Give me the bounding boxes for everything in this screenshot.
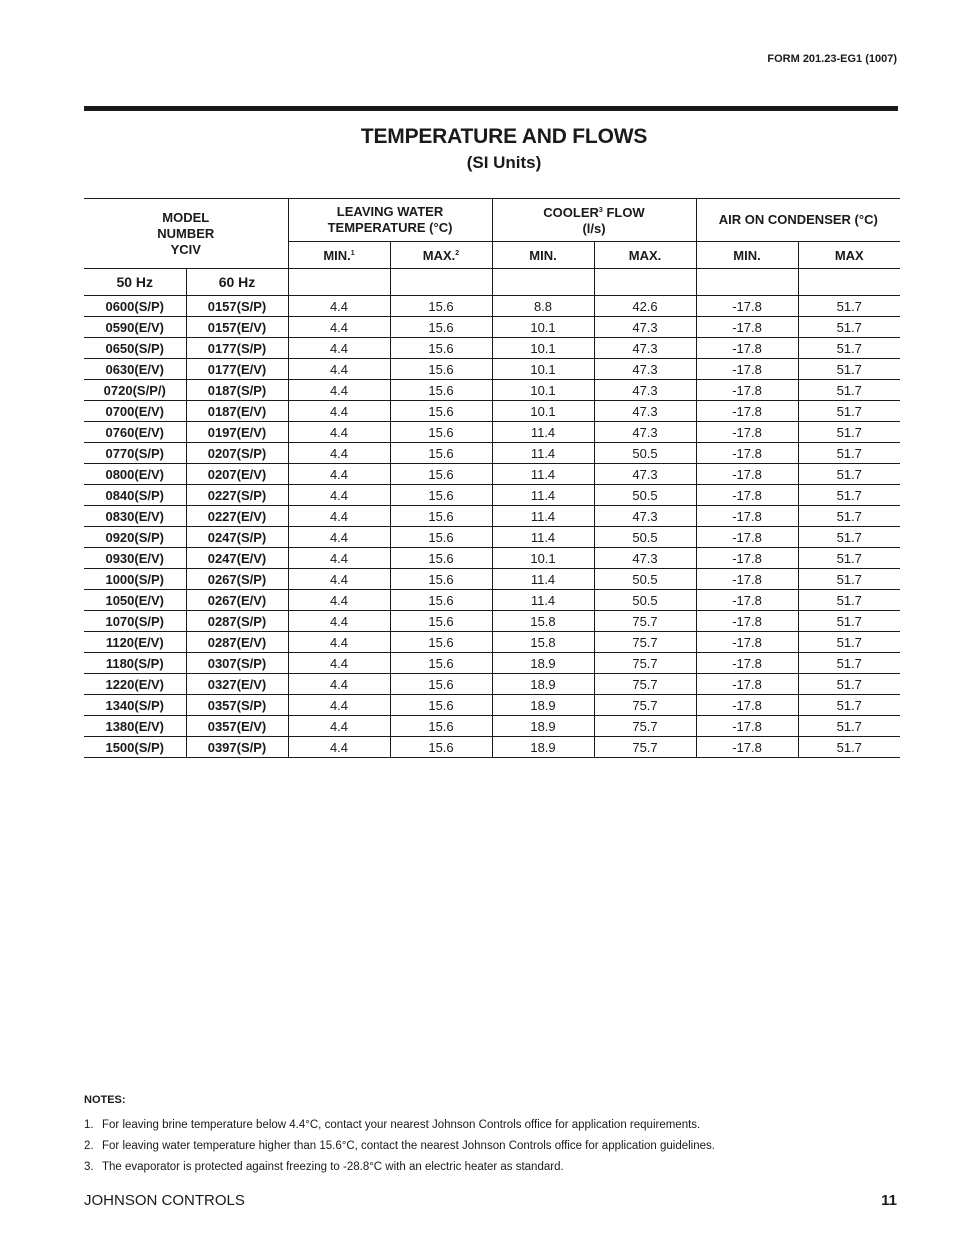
table-row (84, 359, 900, 380)
lwt-min-cell: 4.4 (288, 611, 390, 632)
page-number: 11 (881, 1192, 897, 1209)
leaving-water-header (288, 199, 492, 242)
flow-min-cell: 18.9 (492, 695, 594, 716)
hz50-header: 50 Hz (84, 269, 186, 296)
lwt-max-cell: 15.6 (390, 380, 492, 401)
model-60hz-cell: 0187(S/P) (186, 380, 288, 401)
table-row (84, 464, 900, 485)
note-number: 3. (84, 1161, 94, 1173)
lwt-min-cell: 4.4 (288, 527, 390, 548)
air-min-cell: -17.8 (696, 401, 798, 422)
lwt-max-cell: 15.6 (390, 632, 492, 653)
air-min-cell: -17.8 (696, 653, 798, 674)
lwt-min-header (288, 242, 390, 269)
footer-company: JOHNSON CONTROLS (84, 1192, 245, 1209)
model-50hz-cell: 0600(S/P) (84, 296, 186, 317)
model-60hz-cell: 0267(E/V) (186, 590, 288, 611)
flow-max-cell: 47.3 (594, 317, 696, 338)
lwt-max-cell: 15.6 (390, 338, 492, 359)
model-50hz-cell: 0630(E/V) (84, 359, 186, 380)
flow-max-cell: 50.5 (594, 443, 696, 464)
model-50hz-cell: 1000(S/P) (84, 569, 186, 590)
frequency-header-row (84, 269, 900, 296)
lwt-max-cell: 15.6 (390, 359, 492, 380)
flow-max-cell: 47.3 (594, 359, 696, 380)
model-50hz-cell: 1180(S/P) (84, 653, 186, 674)
air-max-cell: 51.7 (798, 443, 900, 464)
table-row (84, 569, 900, 590)
air-min-cell: -17.8 (696, 695, 798, 716)
air-max-cell: 51.7 (798, 674, 900, 695)
lwt-max-cell: 15.6 (390, 422, 492, 443)
flow-max-cell: 75.7 (594, 611, 696, 632)
lwt-min-cell: 4.4 (288, 296, 390, 317)
flow-min-cell: 10.1 (492, 338, 594, 359)
lwt-min-cell: 4.4 (288, 506, 390, 527)
temperature-flow-table (84, 198, 900, 758)
air-min-cell: -17.8 (696, 443, 798, 464)
air-min-cell: -17.8 (696, 548, 798, 569)
air-min-cell: -17.8 (696, 590, 798, 611)
model-50hz-cell: 0650(S/P) (84, 338, 186, 359)
table-row (84, 674, 900, 695)
lwt-max-cell: 15.6 (390, 443, 492, 464)
model-50hz-cell: 1340(S/P) (84, 695, 186, 716)
air-min-cell: -17.8 (696, 569, 798, 590)
flow-max-cell: 42.6 (594, 296, 696, 317)
lwt-max-cell: 15.6 (390, 716, 492, 737)
air-min-cell: -17.8 (696, 737, 798, 758)
flow-min-cell: 15.8 (492, 632, 594, 653)
model-60hz-cell: 0227(E/V) (186, 506, 288, 527)
air-max-cell: 51.7 (798, 380, 900, 401)
flow-max-cell: 75.7 (594, 632, 696, 653)
model-60hz-cell: 0307(S/P) (186, 653, 288, 674)
flow-max-cell: 47.3 (594, 548, 696, 569)
model-50hz-cell: 1050(E/V) (84, 590, 186, 611)
model-50hz-cell: 0700(E/V) (84, 401, 186, 422)
air-max-cell: 51.7 (798, 632, 900, 653)
model-60hz-cell: 0157(E/V) (186, 317, 288, 338)
table-row (84, 632, 900, 653)
table-row (84, 548, 900, 569)
lwt-min-cell: 4.4 (288, 695, 390, 716)
empty-cell (696, 269, 798, 296)
lwt-max-cell: 15.6 (390, 464, 492, 485)
cooler-header-unit: (l/s) (582, 221, 606, 236)
air-max-cell: 51.7 (798, 695, 900, 716)
air-min-cell: -17.8 (696, 485, 798, 506)
air-max-cell: 51.7 (798, 506, 900, 527)
flow-min-cell: 18.9 (492, 716, 594, 737)
note-item (84, 1117, 904, 1138)
flow-max-cell: 75.7 (594, 653, 696, 674)
cooler-footnote-ref: 3 (598, 207, 603, 214)
lwt-min-cell: 4.4 (288, 737, 390, 758)
table-row (84, 401, 900, 422)
lwt-header-line-1: LEAVING WATER (336, 204, 444, 219)
flow-min-cell: 11.4 (492, 590, 594, 611)
lwt-min-cell: 4.4 (288, 401, 390, 422)
lwt-min-label: MIN. (323, 247, 351, 263)
lwt-min-cell: 4.4 (288, 464, 390, 485)
model-60hz-cell: 0157(S/P) (186, 296, 288, 317)
table-row (84, 380, 900, 401)
lwt-min-cell: 4.4 (288, 674, 390, 695)
flow-max-cell: 50.5 (594, 527, 696, 548)
model-60hz-cell: 0227(S/P) (186, 485, 288, 506)
air-max-cell: 51.7 (798, 296, 900, 317)
flow-min-cell: 11.4 (492, 443, 594, 464)
model-50hz-cell: 1070(S/P) (84, 611, 186, 632)
hz60-header: 60 Hz (186, 269, 288, 296)
model-50hz-cell: 0930(E/V) (84, 548, 186, 569)
lwt-min-cell: 4.4 (288, 590, 390, 611)
air-min-cell: -17.8 (696, 380, 798, 401)
lwt-max-cell: 15.6 (390, 569, 492, 590)
flow-max-cell: 75.7 (594, 674, 696, 695)
flow-min-cell: 11.4 (492, 527, 594, 548)
flow-min-cell: 11.4 (492, 422, 594, 443)
model-60hz-cell: 0357(E/V) (186, 716, 288, 737)
air-min-header: MIN. (696, 242, 798, 269)
air-max-cell: 51.7 (798, 317, 900, 338)
flow-min-cell: 8.8 (492, 296, 594, 317)
lwt-max-cell: 15.6 (390, 695, 492, 716)
air-max-cell: 51.7 (798, 569, 900, 590)
flow-min-cell: 11.4 (492, 485, 594, 506)
flow-max-cell: 47.3 (594, 380, 696, 401)
lwt-max-cell: 15.6 (390, 296, 492, 317)
model-60hz-cell: 0247(S/P) (186, 527, 288, 548)
flow-min-cell: 10.1 (492, 401, 594, 422)
air-max-cell: 51.7 (798, 338, 900, 359)
table-row (84, 653, 900, 674)
note-text: For leaving brine temperature below 4.4°C, contact your nearest Johnson Controls office for application requirements. (102, 1119, 701, 1131)
flow-max-cell: 75.7 (594, 716, 696, 737)
note-number: 1. (84, 1119, 94, 1131)
note-item (84, 1138, 904, 1159)
lwt-min-cell: 4.4 (288, 569, 390, 590)
model-header-line-3: YCIV (170, 241, 201, 257)
air-max-cell: 51.7 (798, 422, 900, 443)
lwt-max-cell: 15.6 (390, 548, 492, 569)
air-min-cell: -17.8 (696, 359, 798, 380)
empty-cell (390, 269, 492, 296)
note-text: For leaving water temperature higher than 15.6°C, contact the nearest Johnson Controls office for application guidelines. (102, 1140, 715, 1152)
table-row (84, 338, 900, 359)
table-row (84, 317, 900, 338)
model-60hz-cell: 0397(S/P) (186, 737, 288, 758)
table-row (84, 422, 900, 443)
model-60hz-cell: 0287(E/V) (186, 632, 288, 653)
air-max-cell: 51.7 (798, 485, 900, 506)
air-min-cell: -17.8 (696, 422, 798, 443)
flow-min-cell: 18.9 (492, 674, 594, 695)
model-60hz-cell: 0177(E/V) (186, 359, 288, 380)
empty-cell (798, 269, 900, 296)
air-min-cell: -17.8 (696, 464, 798, 485)
page-subtitle: (SI Units) (466, 153, 542, 172)
lwt-min-cell: 4.4 (288, 485, 390, 506)
flow-max-cell: 75.7 (594, 695, 696, 716)
lwt-min-cell: 4.4 (288, 338, 390, 359)
flow-max-cell: 47.3 (594, 401, 696, 422)
flow-min-cell: 10.1 (492, 380, 594, 401)
lwt-min-cell: 4.4 (288, 422, 390, 443)
table-row (84, 737, 900, 758)
lwt-min-cell: 4.4 (288, 632, 390, 653)
model-50hz-cell: 0760(E/V) (84, 422, 186, 443)
air-min-cell: -17.8 (696, 632, 798, 653)
flow-max-cell: 75.7 (594, 737, 696, 758)
lwt-max-label: MAX. (422, 247, 456, 263)
notes-title: NOTES: (84, 1094, 126, 1106)
lwt-max-cell: 15.6 (390, 527, 492, 548)
model-50hz-cell: 0920(S/P) (84, 527, 186, 548)
model-60hz-cell: 0207(S/P) (186, 443, 288, 464)
empty-cell (288, 269, 390, 296)
air-max-cell: 51.7 (798, 653, 900, 674)
note-item (84, 1159, 904, 1180)
flow-min-header: MIN. (492, 242, 594, 269)
flow-min-cell: 10.1 (492, 317, 594, 338)
table-row (84, 527, 900, 548)
flow-min-cell: 15.8 (492, 611, 594, 632)
air-max-cell: 51.7 (798, 359, 900, 380)
flow-min-cell: 18.9 (492, 653, 594, 674)
cooler-header-text: COOLER (543, 205, 599, 220)
cooler-flow-header (492, 199, 696, 242)
air-min-cell: -17.8 (696, 317, 798, 338)
notes-list (84, 1117, 904, 1180)
flow-max-cell: 47.3 (594, 338, 696, 359)
model-60hz-cell: 0177(S/P) (186, 338, 288, 359)
flow-min-cell: 18.9 (492, 737, 594, 758)
flow-min-cell: 11.4 (492, 464, 594, 485)
lwt-max-header (390, 242, 492, 269)
lwt-max-cell: 15.6 (390, 611, 492, 632)
air-min-cell: -17.8 (696, 716, 798, 737)
note-number: 2. (84, 1140, 94, 1152)
model-50hz-cell: 0590(E/V) (84, 317, 186, 338)
air-min-cell: -17.8 (696, 611, 798, 632)
lwt-max-cell: 15.6 (390, 653, 492, 674)
table-row (84, 506, 900, 527)
lwt-min-cell: 4.4 (288, 359, 390, 380)
model-50hz-cell: 0720(S/P/) (84, 380, 186, 401)
air-max-cell: 51.7 (798, 401, 900, 422)
model-60hz-cell: 0207(E/V) (186, 464, 288, 485)
lwt-min-cell: 4.4 (288, 548, 390, 569)
cooler-header-line-1 (493, 203, 696, 221)
model-50hz-cell: 1500(S/P) (84, 737, 186, 758)
lwt-max-cell: 15.6 (390, 401, 492, 422)
model-60hz-cell: 0327(E/V) (186, 674, 288, 695)
flow-max-cell: 47.3 (594, 422, 696, 443)
model-50hz-cell: 0800(E/V) (84, 464, 186, 485)
table-row (84, 296, 900, 317)
lwt-min-cell: 4.4 (288, 653, 390, 674)
lwt-min-cell: 4.4 (288, 317, 390, 338)
air-min-cell: -17.8 (696, 527, 798, 548)
air-max-cell: 51.7 (798, 737, 900, 758)
air-max-cell: 51.7 (798, 527, 900, 548)
lwt-header-line-2: TEMPERATURE (°C) (327, 220, 453, 235)
air-min-cell: -17.8 (696, 506, 798, 527)
flow-max-cell: 47.3 (594, 506, 696, 527)
table-row (84, 716, 900, 737)
flow-max-cell: 50.5 (594, 485, 696, 506)
air-max-cell: 51.7 (798, 716, 900, 737)
table-header-row (84, 199, 900, 242)
model-number-header (84, 199, 288, 269)
air-max-cell: 51.7 (798, 590, 900, 611)
flow-min-cell: 11.4 (492, 506, 594, 527)
table-row (84, 443, 900, 464)
footnote-ref-1: 1 (350, 249, 355, 257)
page-title: TEMPERATURE AND FLOWS (360, 125, 648, 148)
flow-max-header: MAX. (594, 242, 696, 269)
cooler-header-flow: FLOW (602, 205, 645, 220)
lwt-min-cell: 4.4 (288, 443, 390, 464)
model-50hz-cell: 0770(S/P) (84, 443, 186, 464)
table-row (84, 485, 900, 506)
flow-min-cell: 11.4 (492, 569, 594, 590)
footnote-ref-2: 2 (455, 249, 460, 257)
model-60hz-cell: 0357(S/P) (186, 695, 288, 716)
model-60hz-cell: 0287(S/P) (186, 611, 288, 632)
air-max-cell: 51.7 (798, 611, 900, 632)
model-60hz-cell: 0267(S/P) (186, 569, 288, 590)
air-on-condenser-header: AIR ON CONDENSER (°C) (696, 199, 900, 242)
table-body (84, 296, 900, 758)
model-50hz-cell: 0840(S/P) (84, 485, 186, 506)
flow-max-cell: 47.3 (594, 464, 696, 485)
lwt-max-cell: 15.6 (390, 485, 492, 506)
lwt-max-cell: 15.6 (390, 737, 492, 758)
lwt-max-cell: 15.6 (390, 506, 492, 527)
form-number: FORM 201.23-EG1 (1007) (767, 53, 897, 65)
air-min-cell: -17.8 (696, 296, 798, 317)
lwt-min-cell: 4.4 (288, 716, 390, 737)
model-50hz-cell: 1220(E/V) (84, 674, 186, 695)
table-row (84, 590, 900, 611)
model-header-line-2: NUMBER (157, 225, 215, 241)
lwt-max-cell: 15.6 (390, 674, 492, 695)
empty-cell (594, 269, 696, 296)
header-rule (84, 106, 898, 111)
flow-max-cell: 50.5 (594, 590, 696, 611)
table-row (84, 695, 900, 716)
lwt-max-cell: 15.6 (390, 590, 492, 611)
lwt-max-cell: 15.6 (390, 317, 492, 338)
lwt-min-cell: 4.4 (288, 380, 390, 401)
model-50hz-cell: 1380(E/V) (84, 716, 186, 737)
air-max-cell: 51.7 (798, 464, 900, 485)
air-min-cell: -17.8 (696, 674, 798, 695)
model-50hz-cell: 0830(E/V) (84, 506, 186, 527)
model-header-line-1: MODEL (162, 209, 210, 225)
air-max-cell: 51.7 (798, 548, 900, 569)
air-max-header: MAX (798, 242, 900, 269)
model-60hz-cell: 0187(E/V) (186, 401, 288, 422)
note-text: The evaporator is protected against freezing to -28.8°C with an electric heater as standard. (102, 1161, 564, 1173)
air-min-cell: -17.8 (696, 338, 798, 359)
flow-min-cell: 10.1 (492, 359, 594, 380)
table-row (84, 611, 900, 632)
flow-max-cell: 50.5 (594, 569, 696, 590)
flow-min-cell: 10.1 (492, 548, 594, 569)
model-60hz-cell: 0247(E/V) (186, 548, 288, 569)
model-60hz-cell: 0197(E/V) (186, 422, 288, 443)
empty-cell (492, 269, 594, 296)
model-50hz-cell: 1120(E/V) (84, 632, 186, 653)
